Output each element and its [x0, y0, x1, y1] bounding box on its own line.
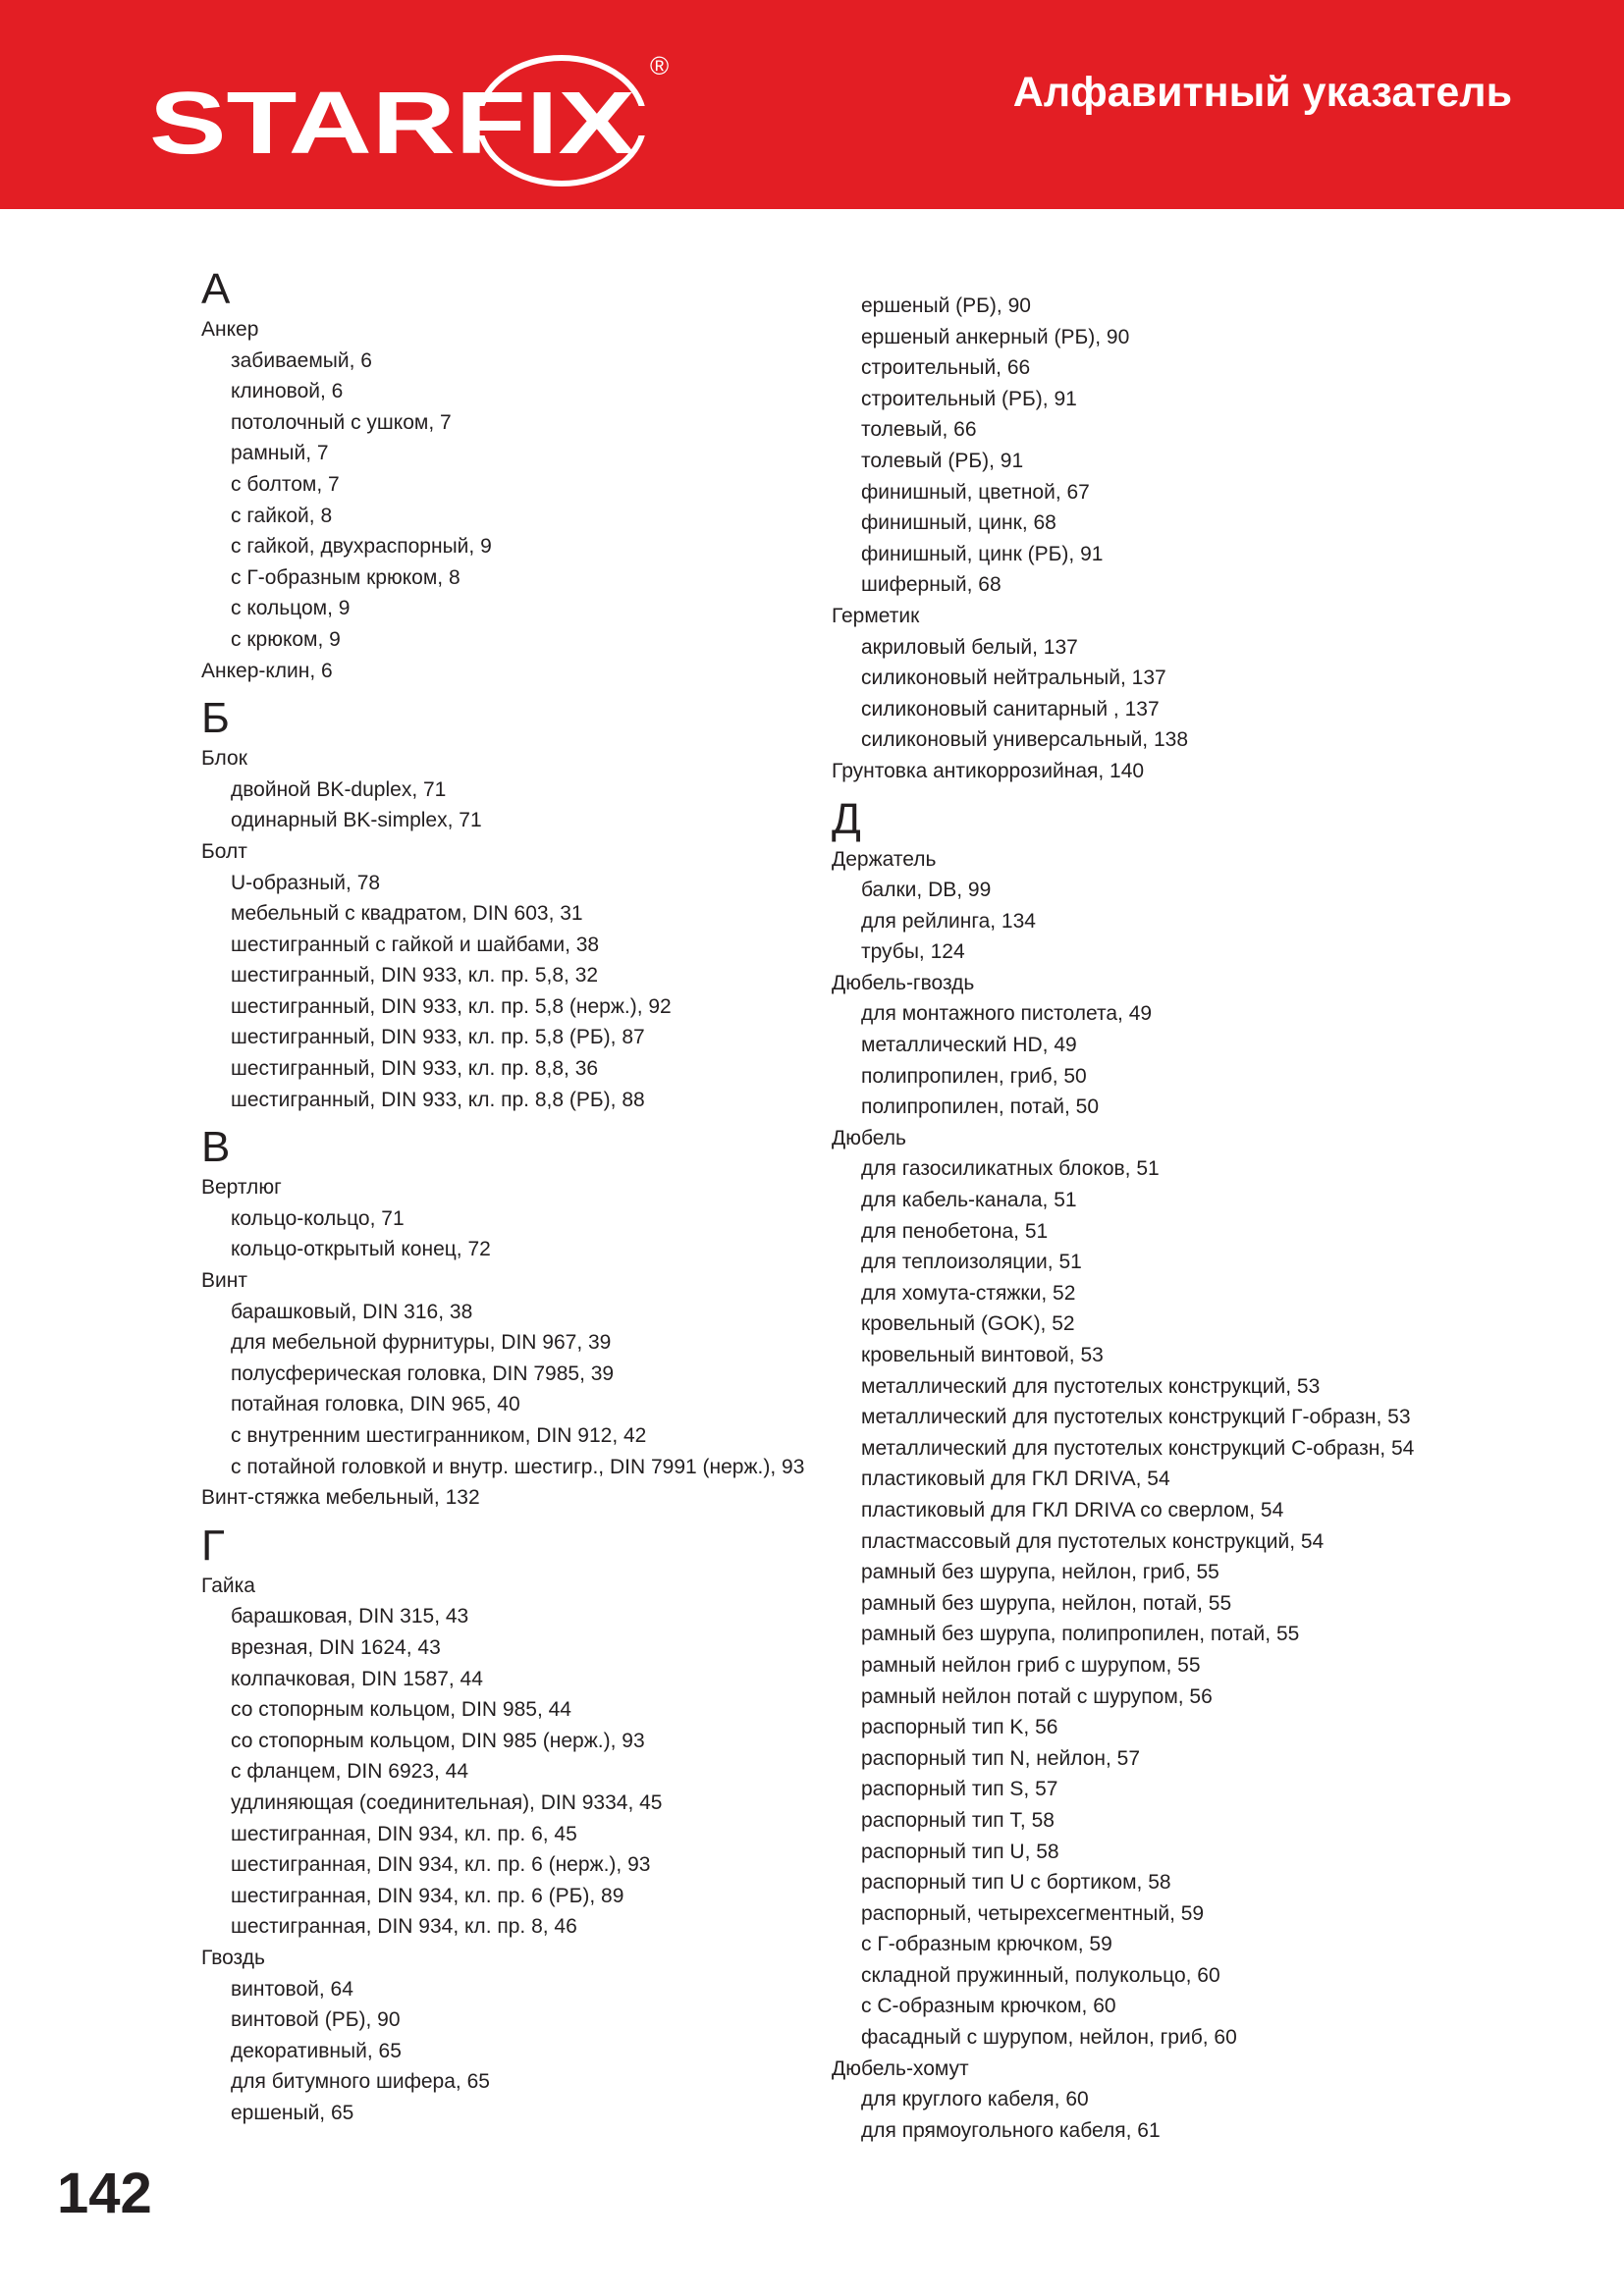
index-subentry: со стопорным кольцом, DIN 985 (нерж.), 93 — [231, 1729, 645, 1752]
index-subentry: с крюком, 9 — [231, 627, 341, 651]
index-subentry: распорный тип N, нейлон, 57 — [861, 1746, 1141, 1770]
index-subentry: металлический HD, 49 — [861, 1034, 1077, 1057]
index-column-right — [832, 291, 1460, 2146]
registered-mark: ® — [650, 55, 670, 80]
index-subentry: рамный без шурупа, нейлон, гриб, 55 — [861, 1561, 1219, 1584]
index-subentry: с болтом, 7 — [231, 472, 340, 496]
index-subentry: шестигранная, DIN 934, кл. пр. 6, 45 — [231, 1822, 577, 1845]
index-subentry: забиваемый, 6 — [231, 348, 372, 372]
index-subentry: металлический для пустотелых конструкций, 53 — [861, 1374, 1321, 1398]
index-subentry: колпачковая, DIN 1587, 44 — [231, 1667, 483, 1690]
index-term: Винт — [201, 1269, 247, 1293]
index-subentry: врезная, DIN 1624, 43 — [231, 1635, 441, 1659]
index-subentry: кровельный (GOK), 52 — [861, 1312, 1075, 1336]
index-subentry: шестигранный, DIN 933, кл. пр. 5,8, 32 — [231, 964, 599, 988]
index-subentry: силиконовый санитарный , 137 — [861, 697, 1160, 721]
index-term: Винт-стяжка мебельный, 132 — [201, 1486, 480, 1510]
index-subentry: акриловый белый, 137 — [861, 635, 1078, 659]
index-subentry: кольцо-открытый конец, 72 — [231, 1238, 491, 1261]
index-subentry: фасадный с шурупом, нейлон, гриб, 60 — [861, 2026, 1237, 2050]
index-subentry: ершеный анкерный (РБ), 90 — [861, 325, 1130, 348]
index-subentry: силиконовый универсальный, 138 — [861, 728, 1189, 752]
index-subentry: распорный тип U с бортиком, 58 — [861, 1871, 1171, 1895]
index-subentry: для рейлинга, 134 — [861, 909, 1036, 933]
index-subentry: для мебельной фурнитуры, DIN 967, 39 — [231, 1331, 612, 1355]
index-term: Гвоздь — [201, 1946, 265, 1969]
index-subentry: шестигранный, DIN 933, кл. пр. 5,8 (нерж.), 92 — [231, 994, 672, 1018]
section-letter: В — [201, 1123, 231, 1172]
index-subentry: клиновой, 6 — [231, 380, 344, 403]
index-subentry: пластиковый для ГКЛ DRIVA со сверлом, 54 — [861, 1498, 1284, 1522]
index-subentry: двойной BK-duplex, 71 — [231, 777, 447, 801]
section-letter: Б — [201, 694, 230, 743]
index-subentry: барашковая, DIN 315, 43 — [231, 1605, 469, 1629]
index-term: Вертлюг — [201, 1176, 282, 1200]
index-subentry: винтовой (РБ), 90 — [231, 2008, 401, 2032]
index-column-left — [201, 265, 830, 2128]
index-subentry: металлический для пустотелых конструкций Г-образн, 53 — [861, 1406, 1411, 1429]
index-subentry: U-образный, 78 — [231, 871, 381, 894]
index-subentry: барашковый, DIN 316, 38 — [231, 1300, 473, 1323]
index-subentry: с внутренним шестигранником, DIN 912, 42 — [231, 1424, 647, 1447]
index-subentry: финишный, цинк (РБ), 91 — [861, 542, 1104, 565]
index-subentry: с фланцем, DIN 6923, 44 — [231, 1760, 469, 1784]
index-subentry: полипропилен, потай, 50 — [861, 1095, 1100, 1119]
index-subentry: распорный, четырехсегментный, 59 — [861, 1901, 1205, 1925]
index-subentry: с Г-образным крюком, 8 — [231, 565, 460, 589]
index-subentry: шестигранный, DIN 933, кл. пр. 8,8, 36 — [231, 1057, 599, 1081]
index-subentry: ершеный, 65 — [231, 2101, 354, 2124]
index-subentry: шестигранный, DIN 933, кл. пр. 8,8 (РБ), 88 — [231, 1088, 645, 1111]
index-term: Болт — [201, 839, 247, 863]
index-subentry: полусферическая головка, DIN 7985, 39 — [231, 1362, 615, 1385]
index-subentry: строительный, 66 — [861, 356, 1031, 380]
index-subentry: шестигранный с гайкой и шайбами, 38 — [231, 933, 600, 956]
index-subentry: полипропилен, гриб, 50 — [861, 1064, 1087, 1088]
index-subentry: декоративный, 65 — [231, 2039, 402, 2062]
index-subentry: силиконовый нейтральный, 137 — [861, 667, 1166, 690]
index-subentry: потайная головка, DIN 965, 40 — [231, 1393, 520, 1416]
index-subentry: мебельный с квадратом, DIN 603, 31 — [231, 902, 583, 926]
index-subentry: с С-образным крючком, 60 — [861, 1995, 1116, 2018]
index-subentry: шестигранная, DIN 934, кл. пр. 6 (нерж.), 93 — [231, 1853, 651, 1877]
index-subentry: толевый, 66 — [861, 418, 977, 442]
section-letter: Г — [201, 1521, 225, 1570]
index-subentry: для кабель-канала, 51 — [861, 1189, 1077, 1212]
index-subentry: кровельный винтовой, 53 — [861, 1344, 1104, 1366]
index-term: Грунтовка антикоррозийная, 140 — [832, 759, 1145, 782]
index-term: Гайка — [201, 1574, 255, 1597]
index-term: Дюбель — [832, 1126, 906, 1149]
index-subentry: с гайкой, двухраспорный, 9 — [231, 535, 492, 559]
index-subentry: распорный тип T, 58 — [861, 1808, 1055, 1832]
header-title: Алфавитный указатель — [1012, 69, 1512, 116]
index-subentry: толевый (РБ), 91 — [861, 449, 1024, 472]
index-subentry: удлиняющая (соединительная), DIN 9334, 45 — [231, 1790, 663, 1814]
index-subentry: строительный (РБ), 91 — [861, 387, 1077, 410]
index-subentry: складной пружинный, полукольцо, 60 — [861, 1963, 1220, 1987]
index-term: Герметик — [832, 604, 920, 627]
index-subentry: пластиковый для ГКЛ DRIVA, 54 — [861, 1468, 1170, 1491]
index-subentry: распорный тип K, 56 — [861, 1716, 1058, 1739]
index-subentry: со стопорным кольцом, DIN 985, 44 — [231, 1698, 571, 1722]
index-subentry: для круглого кабеля, 60 — [861, 2088, 1089, 2111]
section-letter: Д — [832, 794, 861, 843]
index-subentry: для прямоугольного кабеля, 61 — [861, 2118, 1161, 2142]
index-subentry: металлический для пустотелых конструкций С-образн, 54 — [861, 1436, 1415, 1460]
index-subentry: распорный тип S, 57 — [861, 1778, 1058, 1801]
index-subentry: трубы, 124 — [861, 940, 965, 964]
index-term: Держатель — [832, 847, 937, 871]
index-term: Анкер-клин, 6 — [201, 659, 333, 682]
index-subentry: шестигранная, DIN 934, кл. пр. 8, 46 — [231, 1915, 577, 1939]
index-subentry: распорный тип U, 58 — [861, 1840, 1059, 1863]
logo-text: STARFIX — [149, 75, 635, 173]
index-subentry: для теплоизоляции, 51 — [861, 1251, 1082, 1274]
index-subentry: шестигранная, DIN 934, кл. пр. 6 (РБ), 89 — [231, 1884, 624, 1907]
starfix-logo — [149, 55, 679, 187]
index-subentry: финишный, цинк, 68 — [861, 511, 1056, 535]
index-term: Блок — [201, 747, 247, 771]
index-subentry: рамный нейлон гриб с шурупом, 55 — [861, 1653, 1201, 1677]
index-subentry: потолочный с ушком, 7 — [231, 410, 452, 434]
index-subentry: рамный без шурупа, нейлон, потай, 55 — [861, 1591, 1232, 1615]
index-subentry: финишный, цветной, 67 — [861, 480, 1090, 504]
index-subentry: рамный, 7 — [231, 442, 329, 465]
section-letter: А — [201, 265, 231, 313]
index-subentry: рамный без шурупа, полипропилен, потай, 55 — [861, 1623, 1300, 1646]
index-subentry: для монтажного пистолета, 49 — [861, 1002, 1153, 1026]
index-subentry: винтовой, 64 — [231, 1977, 353, 2001]
index-term: Дюбель-хомут — [832, 2056, 969, 2080]
index-subentry: одинарный BK-simplex, 71 — [231, 809, 482, 832]
index-term: Дюбель-гвоздь — [832, 971, 975, 994]
index-subentry: для газосиликатных блоков, 51 — [861, 1157, 1160, 1181]
index-subentry: с гайкой, 8 — [231, 504, 333, 527]
index-subentry: пластмассовый для пустотелых конструкций, 54 — [861, 1529, 1325, 1553]
index-subentry: с Г-образным крючком, 59 — [861, 1933, 1112, 1956]
index-subentry: с потайной головкой и внутр. шестигр., DIN 7991 (нерж.), 93 — [231, 1455, 805, 1478]
page-number: 142 — [57, 2162, 152, 2225]
index-subentry: шестигранный, DIN 933, кл. пр. 5,8 (РБ), 87 — [231, 1026, 645, 1049]
header-bar — [0, 0, 1624, 209]
index-term: Анкер — [201, 318, 259, 341]
index-subentry: для пенобетона, 51 — [861, 1219, 1049, 1243]
index-subentry: для хомута-стяжки, 52 — [861, 1281, 1076, 1305]
index-subentry: кольцо-кольцо, 71 — [231, 1206, 405, 1230]
index-subentry: с кольцом, 9 — [231, 597, 351, 620]
index-subentry: ершеный (РБ), 90 — [861, 294, 1031, 317]
index-subentry: балки, DB, 99 — [861, 879, 992, 902]
index-subentry: для битумного шифера, 65 — [231, 2070, 490, 2094]
index-subentry: рамный нейлон потай с шурупом, 56 — [861, 1684, 1213, 1708]
index-subentry: шиферный, 68 — [861, 573, 1001, 597]
